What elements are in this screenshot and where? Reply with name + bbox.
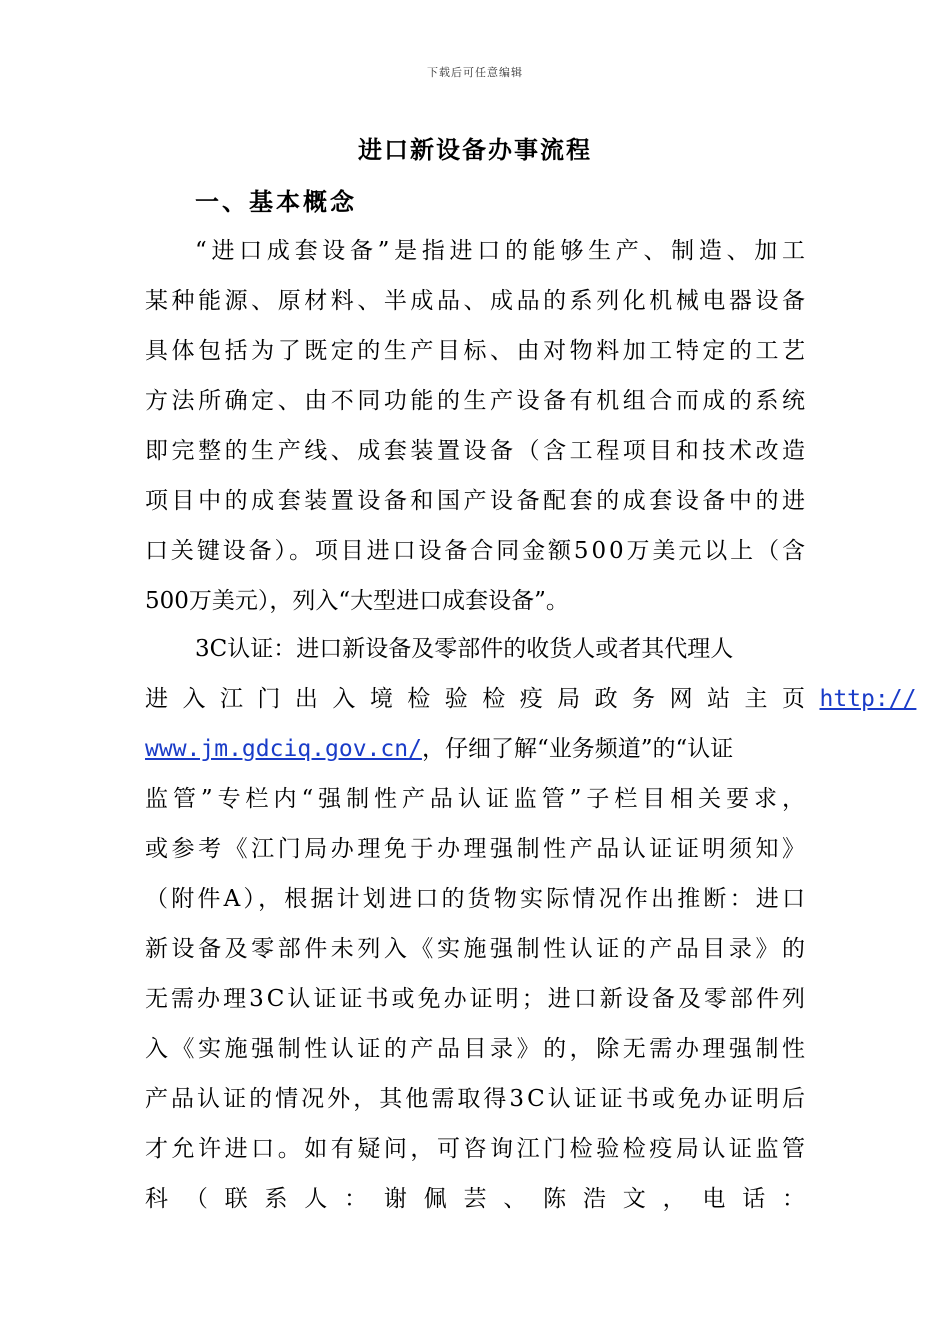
paragraph-line: 3C认证：进口新设备及零部件的收货人或者其代理人: [195, 636, 734, 662]
paragraph-line: 入《实施强制性认证的产品目录》的，除无需办理强制性: [145, 1036, 809, 1062]
paragraph-line: 无需办理3C认证证书或免办证明；进口新设备及零部件列: [145, 986, 809, 1012]
paragraph-line: 监管”专栏内“强制性产品认证监管”子栏目相关要求，: [145, 786, 810, 812]
paragraph-line: 具体包括为了既定的生产目标、由对物料加工特定的工艺: [145, 338, 809, 364]
paragraph-text: 进入江门出入境检验检疫局政务网站主页: [145, 686, 820, 712]
paragraph-line: 方法所确定、由不同功能的生产设备有机组合而成的系统: [145, 388, 809, 414]
website-link-continued[interactable]: www.jm.gdciq.gov.cn/: [145, 736, 422, 762]
paragraph-line-spread: 科（联系人：谢佩芸、陈浩文，电话：: [145, 1186, 822, 1212]
paragraph-line: 或参考《江门局办理免于办理强制性产品认证证明须知》: [145, 836, 809, 862]
paragraph-line: 即完整的生产线、成套装置设备（含工程项目和技术改造: [145, 438, 809, 464]
paragraph-line: 口关键设备）。项目进口设备合同金额500万美元以上（含: [145, 538, 808, 564]
document-title: 进口新设备办事流程: [358, 136, 592, 164]
paragraph-line: [145, 724, 805, 774]
paragraph-line: 某种能源、原材料、半成品、成品的系列化机械电器设备: [145, 288, 809, 314]
paragraph-line: 才允许进口。如有疑问，可咨询江门检验检疫局认证监管: [145, 1136, 809, 1162]
paragraph-3c-certification: [145, 624, 917, 1224]
section-heading: 一、基本概念: [195, 188, 357, 216]
paragraph-line: （附件A），根据计划进口的货物实际情况作出推断：进口: [145, 886, 809, 912]
paragraph-line: 新设备及零部件未列入《实施强制性认证的产品目录》的: [145, 936, 809, 962]
paragraph-text: ，仔细了解“业务频道”的“认证: [421, 736, 734, 762]
paragraph-basic-concept: [145, 226, 810, 626]
website-link[interactable]: http://: [819, 686, 917, 712]
paragraph-line: 项目中的成套装置设备和国产设备配套的成套设备中的进: [145, 488, 809, 514]
paragraph-line: [145, 674, 917, 724]
paragraph-line: 产品认证的情况外，其他需取得3C认证证书或免办证明后: [145, 1086, 809, 1112]
paragraph-line: “进口成套设备”是指进口的能够生产、制造、加工: [195, 238, 810, 264]
header-note: 下载后可任意编辑: [427, 66, 523, 79]
paragraph-line: 500万美元），列入“大型进口成套设备”。: [145, 588, 569, 614]
